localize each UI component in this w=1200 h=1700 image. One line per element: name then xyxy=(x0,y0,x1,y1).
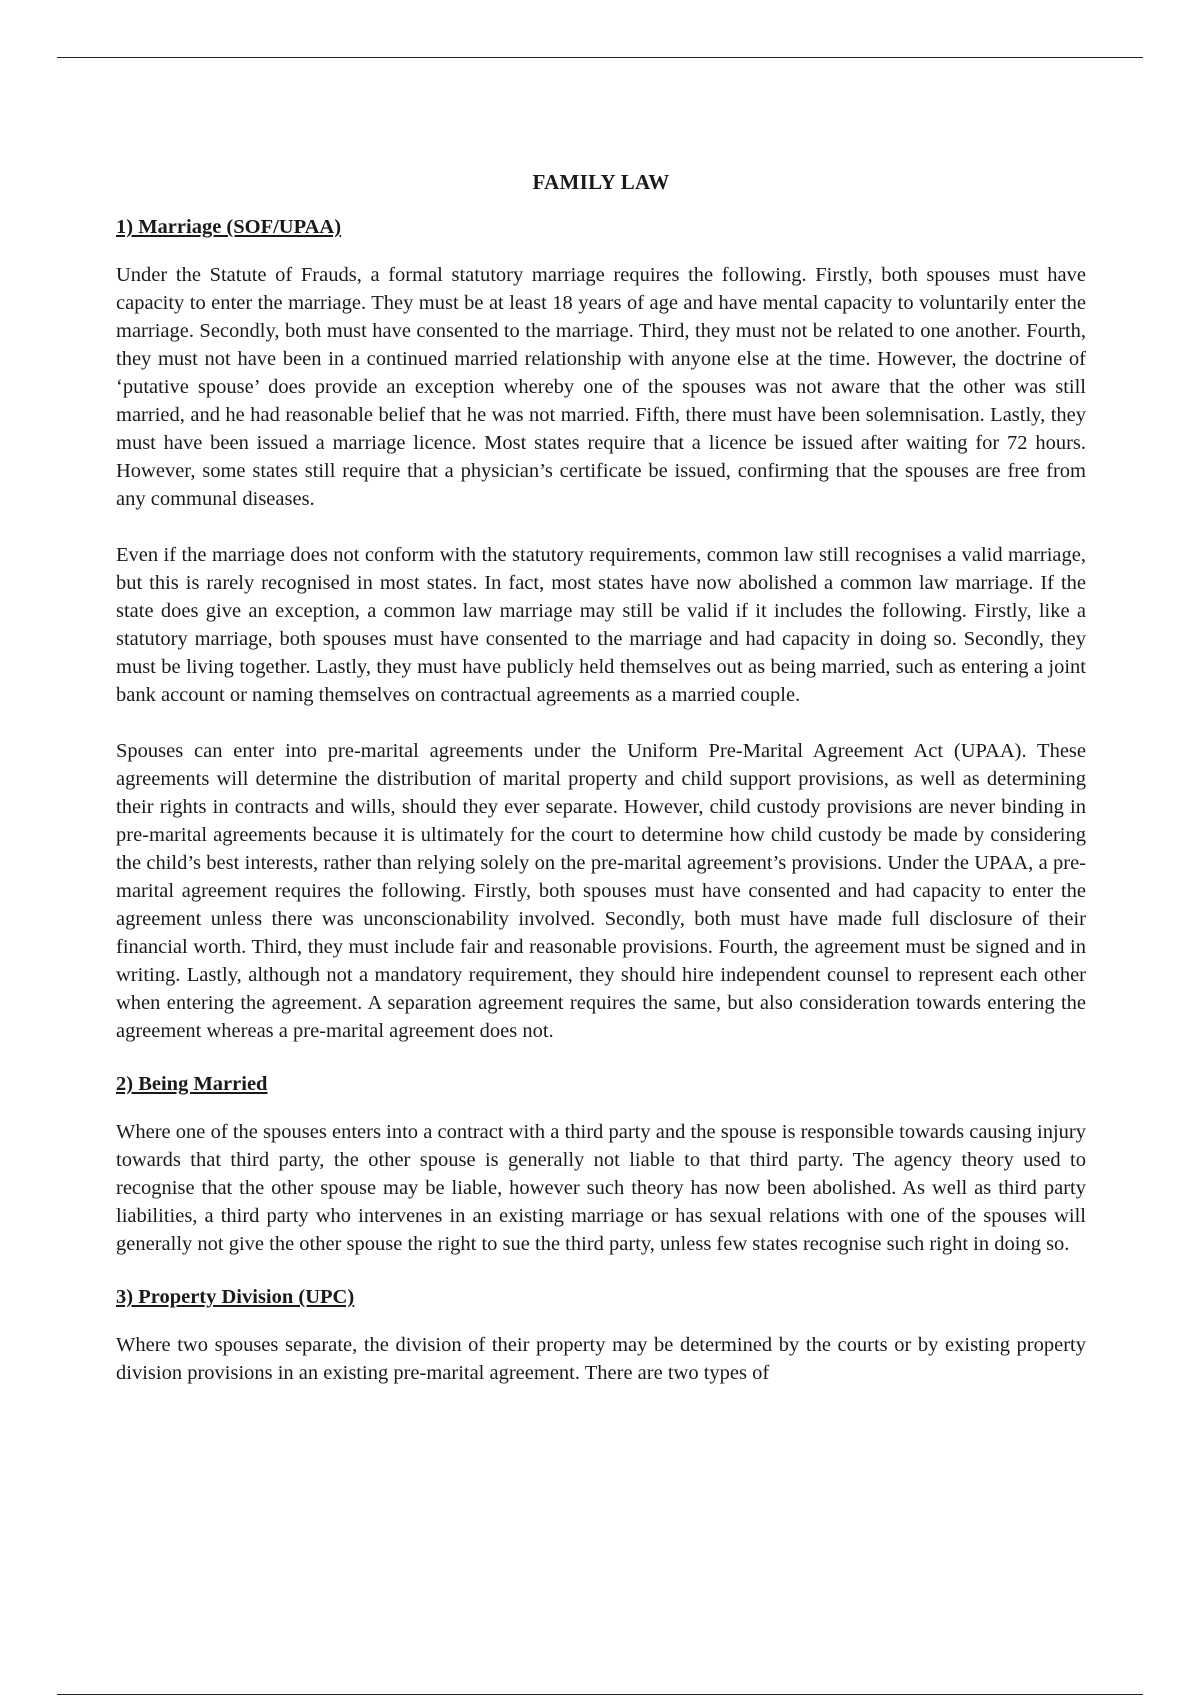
paragraph: Spouses can enter into pre-marital agreements under the Uniform Pre-Marital Agreement Act (UPAA). These agreements will determine the distribution of marital property and child support provisions, as well as determining their rights in contracts and wills, should they ever separate. However, child custody provisions are never binding in pre-marital agreements because it is ultimately for the court to determine how child custody be made by considering the child’s best interests, rather than relying solely on the pre-marital agreement’s provisions. Under the UPAA, a pre-marital agreement requires the following. Firstly, both spouses must have consented and had capacity to enter the agreement unless there was unconscionability involved. Secondly, both must have made full disclosure of their financial worth. Third, they must include fair and reasonable provisions. Fourth, the agreement must be signed and in writing. Lastly, although not a mandatory requirement, they should hire independent counsel to represent each other when entering the agreement. A separation agreement requires the same, but also consideration towards entering the agreement whereas a pre-marital agreement does not. xyxy=(116,740,1086,1042)
paragraph: Even if the marriage does not conform with the statutory requirements, common law still recognises a valid marriage, but this is rarely recognised in most states. In fact, most states have now abolished a common law marriage. If the state does give an exception, a common law marriage may still be valid if it includes the following. Firstly, like a statutory marriage, both spouses must have consented to the marriage and had capacity in doing so. Secondly, they must be living together. Lastly, they must have publicly held themselves out as being married, such as entering a joint bank account or naming themselves on contractual agreements as a married couple. xyxy=(116,544,1086,706)
paragraph: Where one of the spouses enters into a contract with a third party and the spouse is responsible towards causing injury towards that third party, the other spouse is generally not liable to that third party. The agency theory used to recognise that the other spouse may be liable, however such theory has now been abolished. As well as third party liabilities, a third party who intervenes in an existing marriage or has sexual relations with one of the spouses will generally not give the other spouse the right to sue the third party, unless few states recognise such right in doing so. xyxy=(116,1121,1086,1255)
section-heading-property-division: 3) Property Division (UPC) xyxy=(116,1286,355,1308)
document-body xyxy=(116,170,1086,1387)
top-rule xyxy=(57,57,1143,58)
section-heading-marriage: 1) Marriage (SOF/UPAA) xyxy=(116,216,342,238)
paragraph: Under the Statute of Frauds, a formal statutory marriage requires the following. Firstly, both spouses must have capacity to enter the marriage. They must be at least 18 years of age and have mental capacity to voluntarily enter the marriage. Secondly, both must have consented to the marriage. Third, they must not be related to one another. Fourth, they must not have been in a continued married relationship with anyone else at the time. However, the doctrine of ‘putative spouse’ does provide an exception whereby one of the spouses was not aware that the other was still married, and he had reasonable belief that he was not married. Fifth, there must have been solemnisation. Lastly, they must have been issued a marriage licence. Most states require that a licence be issued after waiting for 72 hours. However, some states still require that a physician’s certificate be issued, confirming that the spouses are free from any communal diseases. xyxy=(116,264,1086,510)
section-heading-being-married: 2) Being Married xyxy=(116,1073,268,1095)
paragraph: Where two spouses separate, the division of their property may be determined by the courts or by existing property division provisions in an existing pre-marital agreement. There are two types of xyxy=(116,1334,1086,1384)
document-title: FAMILY LAW xyxy=(532,170,670,194)
bottom-rule xyxy=(57,1694,1143,1695)
